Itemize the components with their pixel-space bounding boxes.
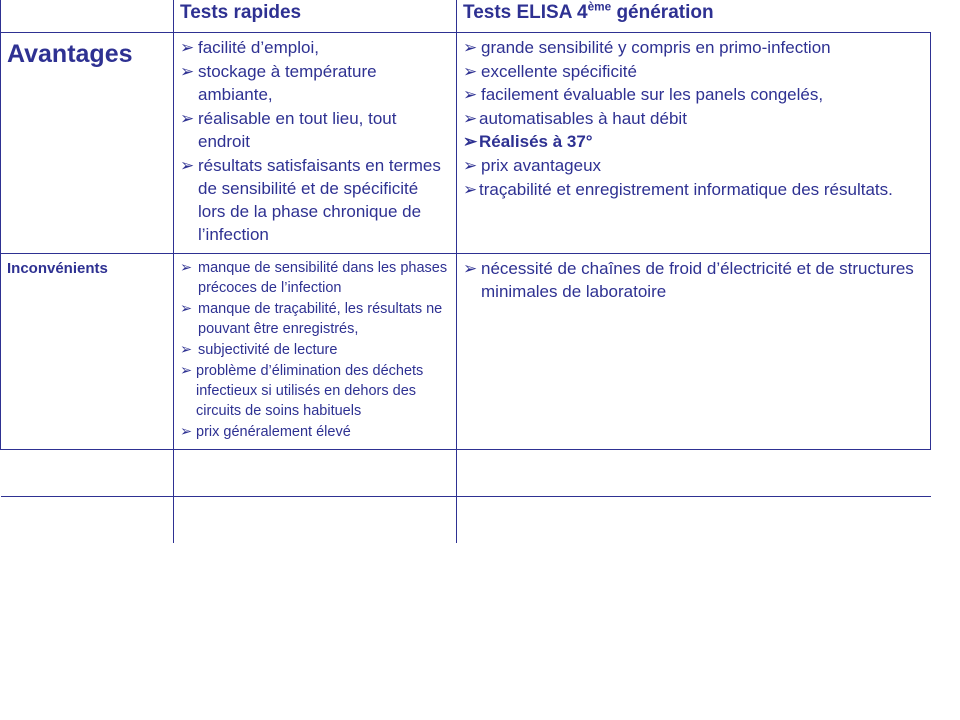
bullet-arrow-icon: ➢ <box>463 179 478 199</box>
empty-cell-rapides <box>174 450 457 497</box>
bullet-arrow-icon: ➢ <box>180 155 195 175</box>
header-tests-rapides: Tests rapides <box>174 0 457 33</box>
list-item <box>463 108 924 131</box>
row-label-inconvenients-text: Inconvénients <box>7 260 108 278</box>
list-item <box>180 108 450 154</box>
list-item-text: Réalisés à 37° <box>479 132 593 152</box>
list-item <box>463 61 924 84</box>
bullet-list-inconvenients-elisa <box>463 258 924 304</box>
header-tests-elisa <box>457 0 931 33</box>
list-item-text: prix avantageux <box>481 156 602 176</box>
bullet-arrow-icon: ➢ <box>180 38 195 57</box>
list-item <box>463 131 924 154</box>
list-item <box>463 258 924 304</box>
list-item <box>180 258 450 298</box>
bullet-arrow-icon: ➢ <box>463 38 478 57</box>
bullet-list-avantages-rapides <box>180 37 450 246</box>
list-item-text: nécessité de chaînes de froid d’électricité et de structures minimales de laboratoire <box>481 259 914 302</box>
bullet-arrow-icon: ➢ <box>463 132 478 152</box>
bullet-arrow-icon: ➢ <box>180 108 195 128</box>
bullet-list-avantages-elisa <box>463 37 924 201</box>
list-item <box>180 37 450 60</box>
bullet-arrow-icon: ➢ <box>180 260 193 277</box>
bullet-arrow-icon: ➢ <box>463 156 478 176</box>
header-corner-cell <box>1 0 174 33</box>
bullet-arrow-icon: ➢ <box>180 424 193 441</box>
list-item-text: manque de sensibilité dans les phases précoces de l’infection <box>198 260 448 297</box>
header-elisa-sup: ème <box>587 0 612 14</box>
header-elisa-main: Tests ELISA 4 <box>463 2 588 23</box>
list-item-text: automatisables à haut débit <box>479 108 687 128</box>
list-item <box>180 61 450 107</box>
bullet-arrow-icon: ➢ <box>180 301 193 318</box>
row-label-avantages <box>1 33 174 254</box>
cell-inconvenients-elisa <box>457 254 931 450</box>
list-item <box>180 299 450 339</box>
list-item-text: subjectivité de lecture <box>198 342 338 359</box>
list-item-text: résultats satisfaisants en termes de sensibilité et de spécificité lors de la phase chronique de l’infection <box>198 155 441 244</box>
list-item <box>463 84 924 107</box>
bullet-list-inconvenients-rapides <box>180 258 450 442</box>
cell-avantages-elisa <box>457 33 931 254</box>
list-item-text: stockage à température ambiante, <box>198 61 377 104</box>
empty-cell-label-2 <box>1 497 174 544</box>
row-label-inconvenients <box>1 254 174 450</box>
list-item-text: grande sensibilité y compris en primo-infection <box>481 38 831 57</box>
empty-cell-label <box>1 450 174 497</box>
list-item <box>180 422 450 442</box>
bullet-arrow-icon: ➢ <box>463 108 478 128</box>
list-item-text: prix généralement élevé <box>196 424 351 441</box>
empty-cell-elisa-2 <box>457 497 931 544</box>
cell-avantages-rapides <box>174 33 457 254</box>
bullet-arrow-icon: ➢ <box>180 61 195 81</box>
list-item <box>180 361 450 421</box>
bullet-arrow-icon: ➢ <box>180 363 193 380</box>
list-item <box>463 155 924 178</box>
bullet-arrow-icon: ➢ <box>463 61 478 81</box>
list-item-text: traçabilité et enregistrement informatique des résultats. <box>479 179 893 199</box>
list-item <box>463 37 924 60</box>
header-elisa-tail: génération <box>611 2 714 23</box>
table-header-row <box>1 0 931 33</box>
table-row-inconvenients <box>1 254 931 450</box>
bullet-arrow-icon: ➢ <box>180 342 193 359</box>
list-item-text: réalisable en tout lieu, tout endroit <box>198 108 397 151</box>
table-row-avantages <box>1 33 931 254</box>
list-item <box>180 155 450 247</box>
row-label-avantages-text: Avantages <box>7 40 133 68</box>
bullet-arrow-icon: ➢ <box>463 259 478 279</box>
cell-inconvenients-rapides <box>174 254 457 450</box>
list-item-text: problème d’élimination des déchets infectieux si utilisés en dehors des circuits de soins habituels <box>196 363 424 420</box>
empty-cell-rapides-2 <box>174 497 457 544</box>
empty-cell-elisa <box>457 450 931 497</box>
table-row-empty-2 <box>1 497 931 544</box>
list-item <box>180 340 450 360</box>
table-row-empty-1 <box>1 450 931 497</box>
list-item-text: manque de traçabilité, les résultats ne pouvant être enregistrés, <box>198 301 443 338</box>
list-item <box>463 179 924 202</box>
list-item-text: facilement évaluable sur les panels congelés, <box>481 85 824 105</box>
bullet-arrow-icon: ➢ <box>463 85 478 105</box>
list-item-text: facilité d’emploi, <box>198 38 319 57</box>
list-item-text: excellente spécificité <box>481 61 637 81</box>
